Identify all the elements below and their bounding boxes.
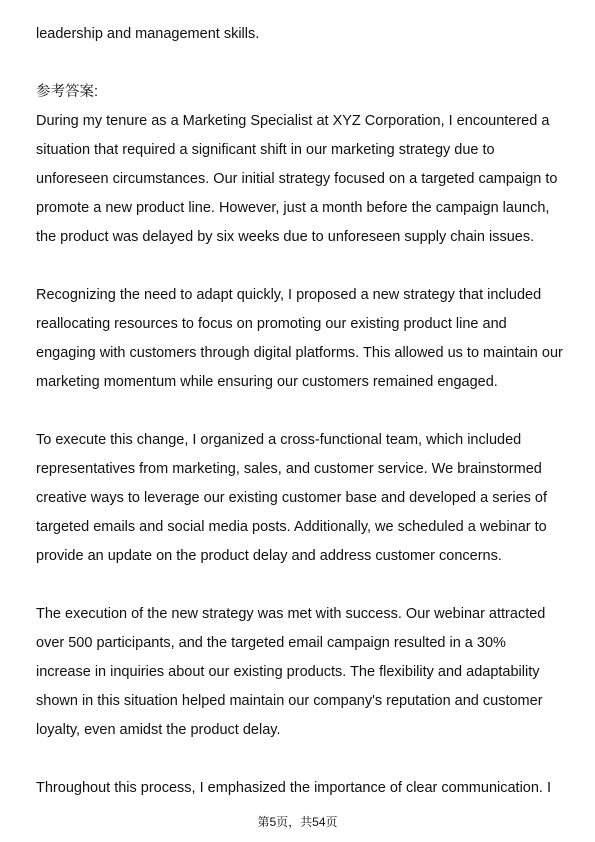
answer-heading: 参考答案: [36,84,99,100]
paragraph-3 [36,426,568,571]
text-line: During my tenure as a Marketing Specialist at XYZ Corporation, I encountered a [36,113,550,129]
paragraph-gap [36,252,568,281]
paragraph-4 [36,600,568,745]
intro-line: leadership and management skills. [36,26,260,42]
text-line: marketing momentum while ensuring our customers remained engaged. [36,374,498,390]
text-line: provide an update on the product delay and address customer concerns. [36,548,502,564]
text-line: Recognizing the need to adapt quickly, I proposed a new strategy that included [36,287,542,303]
paragraph-5 [36,774,568,803]
text-line: creative ways to leverage our existing customer base and developed a series of [36,490,548,506]
text-line: loyalty, even amidst the product delay. [36,722,281,738]
text-line: over 500 participants, and the targeted email campaign resulted in a 30% [36,635,506,651]
paragraph-gap [36,745,568,774]
text-line: The execution of the new strategy was met with success. Our webinar attracted [36,606,546,622]
paragraph-1 [36,107,568,252]
text-line: situation that required a significant shift in our marketing strategy due to [36,142,495,158]
page-number-footer: 第5页，共54页 [257,815,338,829]
paragraph-gap [36,571,568,600]
text-line: To execute this change, I organized a cross-functional team, which included [36,432,522,448]
text-line: reallocating resources to focus on promoting our existing product line and [36,316,507,332]
text-line: Throughout this process, I emphasized the importance of clear communication. I [36,780,552,796]
text-line: shown in this situation helped maintain our company's reputation and customer [36,693,543,709]
text-line: targeted emails and social media posts. Additionally, we scheduled a webinar to [36,519,547,535]
text-line: engaging with customers through digital platforms. This allowed us to maintain our [36,345,563,361]
paragraph-gap [36,49,568,78]
text-line: the product was delayed by six weeks due to unforeseen supply chain issues. [36,229,535,245]
text-line: representatives from marketing, sales, and customer service. We brainstormed [36,461,542,477]
paragraph-gap [36,397,568,426]
text-line: increase in inquiries about our existing products. The flexibility and adaptability [36,664,540,680]
document-body [36,20,568,803]
text-line: unforeseen circumstances. Our initial strategy focused on a targeted campaign to [36,171,558,187]
paragraph-2 [36,281,568,397]
text-line: promote a new product line. However, just a month before the campaign launch, [36,200,550,216]
